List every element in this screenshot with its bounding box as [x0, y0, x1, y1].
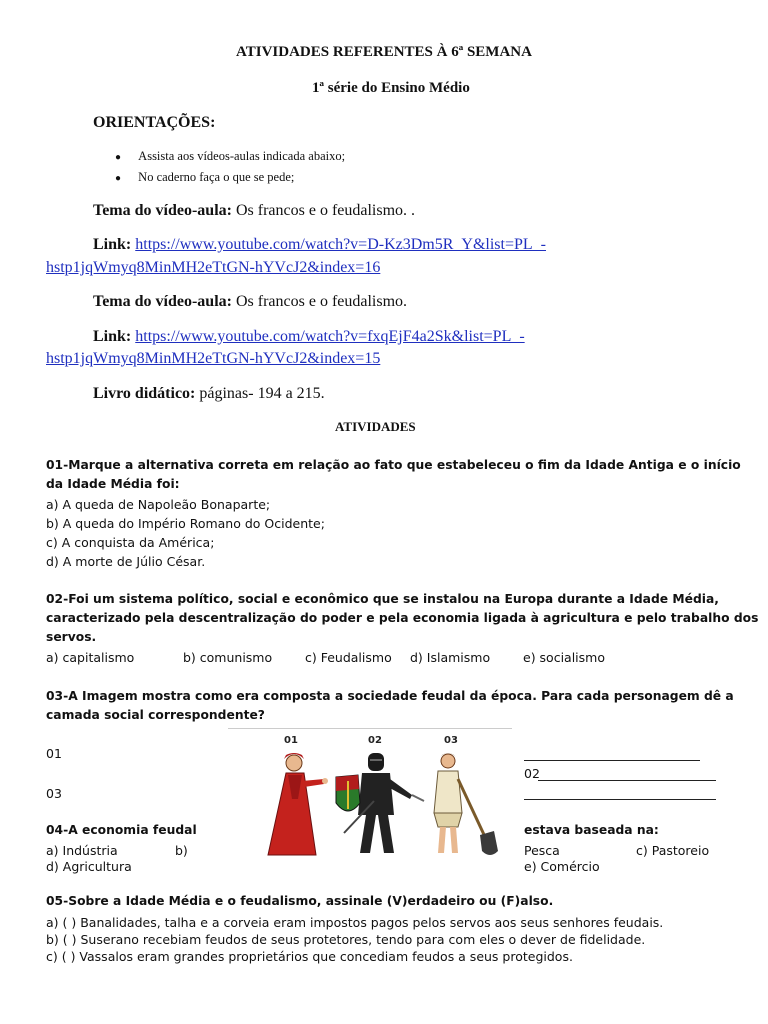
video-link-2-cont[interactable]: hstp1jqWmyq8MinMH2eTtGN-hYVcJ2&index=15: [46, 350, 381, 367]
q4-option: a) Indústria: [46, 843, 118, 858]
q1-line1: 01-Marque a alternativa correta em relação ao fato que estabeleceu o fim da Idade Antiga e o início: [46, 458, 741, 472]
q2-line1: 02-Foi um sistema político, social e econômico que se instalou na Europa durante a Idade Média,: [46, 592, 719, 606]
livro-didatico: [93, 385, 325, 403]
tema-label: Tema do vídeo-aula:: [93, 293, 232, 310]
q2-option: e) socialismo: [523, 650, 605, 665]
q1-option: d) A morte de Júlio César.: [46, 554, 206, 569]
q3-line1: 03-A Imagem mostra como era composta a sociedade feudal da época. Para cada personagem dê a: [46, 689, 734, 703]
video-tema: [93, 293, 407, 311]
q1-line2: da Idade Média foi:: [46, 477, 180, 491]
link-label: Link:: [93, 236, 132, 253]
livro-label: Livro didático:: [93, 385, 196, 402]
q4-option: Pesca: [524, 843, 560, 858]
q3-label-03: 03: [46, 786, 62, 801]
link-label: Link:: [93, 328, 132, 345]
video-link-1-cont[interactable]: hstp1jqWmyq8MinMH2eTtGN-hYVcJ2&index=16: [46, 259, 381, 276]
image-label-02: 02: [368, 735, 382, 746]
orientacoes-heading: ORIENTAÇÕES:: [93, 114, 216, 131]
q3-label-01: 01: [46, 746, 62, 761]
bullet-item: [115, 149, 345, 164]
q2-option: b) comunismo: [183, 650, 273, 665]
video-tema: [93, 202, 415, 220]
q3-label-02: 02: [524, 766, 540, 781]
image-label-01: 01: [284, 735, 298, 746]
video-link-cont: [46, 350, 380, 368]
bullet-text: No caderno faça o que se pede;: [138, 170, 295, 184]
answer-line-03[interactable]: [524, 799, 716, 800]
bullet-icon: ●: [115, 152, 122, 163]
video-link-row: [93, 236, 546, 254]
q4-option: b): [175, 843, 188, 858]
page-subtitle: 1ª série do Ensino Médio: [312, 80, 470, 96]
q1-option: c) A conquista da América;: [46, 535, 215, 550]
video-link-cont: [46, 259, 380, 277]
q2-option: a) capitalismo: [46, 650, 135, 665]
tema-value: Os francos e o feudalismo.: [235, 293, 408, 310]
q1-option: a) A queda de Napoleão Bonaparte;: [46, 497, 271, 512]
q2-option: d) Islamismo: [410, 650, 491, 665]
q1-option: b) A queda do Império Romano do Ocidente;: [46, 516, 325, 531]
q2-line2: caracterizado pela descentralização do poder e pela economia ligada à agricultura e pelo trabalho dos: [46, 611, 759, 625]
q4-left: 04-A economia feudal: [46, 823, 197, 837]
image-label-03: 03: [444, 735, 458, 746]
q4-right: estava baseada na:: [524, 823, 659, 837]
tema-value: Os francos e o feudalismo. .: [235, 202, 416, 219]
q4-option: d) Agricultura: [46, 859, 132, 874]
video-link-1[interactable]: https://www.youtube.com/watch?v=D-Kz3Dm5R_Y&list=PL_-: [135, 236, 546, 253]
bullet-icon: ●: [115, 173, 122, 184]
tema-label: Tema do vídeo-aula:: [93, 202, 232, 219]
q4-option: c) Pastoreio: [636, 843, 710, 858]
video-link-2[interactable]: https://www.youtube.com/watch?v=fxqEjF4a2Sk&list=PL_-: [135, 328, 525, 345]
bullet-item: [115, 170, 294, 185]
q5-item: b) ( ) Suserano recebiam feudos de seus protetores, tendo para com eles o dever de fidelidade.: [46, 932, 646, 947]
q4-option: e) Comércio: [524, 859, 600, 874]
page-title: ATIVIDADES REFERENTES À 6ª SEMANA: [236, 44, 532, 60]
q5-item: a) ( ) Banalidades, talha e a corveia eram impostos pagos pelos servos aos seus senhores feudais.: [46, 915, 664, 930]
q3-line2: camada social correspondente?: [46, 708, 265, 722]
feudal-figures-illustration: [228, 729, 512, 863]
answer-line-02[interactable]: [538, 780, 716, 781]
feudal-society-image: [228, 728, 512, 863]
atividades-heading: ATIVIDADES: [335, 419, 416, 434]
q2-line3: servos.: [46, 630, 97, 644]
video-link-row: [93, 328, 525, 346]
q5-line1: 05-Sobre a Idade Média e o feudalismo, assinale (V)erdadeiro ou (F)also.: [46, 894, 554, 908]
bullet-text: Assista aos vídeos-aulas indicada abaixo;: [138, 149, 346, 163]
q5-item: c) ( ) Vassalos eram grandes proprietários que concediam feudos a seus protegidos.: [46, 949, 573, 964]
livro-value: páginas- 194 a 215.: [199, 385, 325, 402]
q2-option: c) Feudalismo: [305, 650, 392, 665]
answer-line-01[interactable]: [524, 760, 700, 761]
